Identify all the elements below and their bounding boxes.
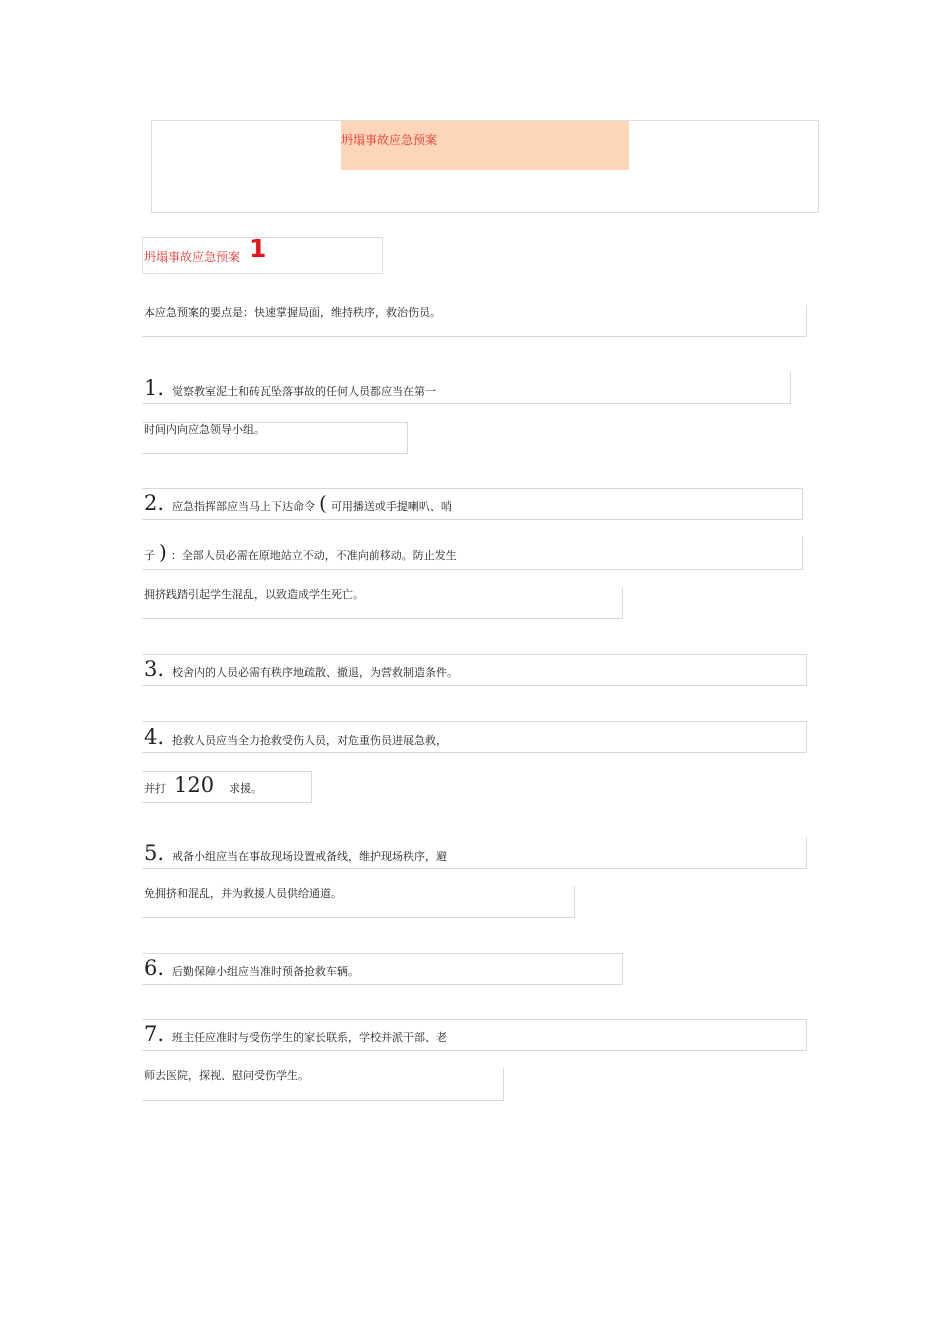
item-4-text-b: 并打 (144, 782, 166, 795)
item-4-text-c: 求援。 (229, 782, 263, 795)
item-5-line-1 (144, 843, 447, 864)
item-5-text: 戒备小组应当在事故现场设置戒备线，维护现场秩序，避 (172, 850, 448, 863)
item-7-text: 班主任应准时与受伤学生的家长联系，学校并派干部、老 (172, 1031, 448, 1044)
item-4-line-2 (144, 775, 262, 796)
item-1-line-1 (144, 378, 436, 399)
item-2-paren-close: ) (159, 540, 167, 564)
item-4-line-1 (144, 727, 447, 748)
item-7-number: 7. (144, 1022, 165, 1046)
item-5-number: 5. (144, 841, 165, 865)
item-3-line-1 (144, 659, 458, 680)
item-2-number: 2. (144, 491, 165, 515)
item-2-line-1 (144, 493, 452, 514)
item-2-line-2 (144, 542, 457, 562)
item-4-number: 4. (144, 725, 165, 749)
item-7-line-1 (144, 1024, 447, 1045)
item-7-line-2: 师去医院，探视、慰问受伤学生。 (144, 1069, 309, 1082)
item-4-phone: 120 (174, 773, 215, 797)
item-2-text-b: 可用播送或手提喇叭、哨 (330, 500, 452, 513)
item-5-line-2: 免拥挤和混乱，并为救援人员供给通道。 (144, 887, 342, 900)
item-3-text: 校舍内的人员必需有秩序地疏散、撤退，为营救制造条件。 (172, 666, 459, 679)
item-6-line-1 (144, 958, 359, 979)
doc-title: 坍塌事故应急预案 (144, 250, 241, 264)
item-1-line-2: 时间内向应急领导小组。 (144, 423, 265, 436)
intro-text: 本应急预案的要点是：快速掌握局面，维持秩序，救治伤员。 (144, 306, 441, 319)
item-2-text-d: ：全部人员必需在原地站立不动，不准向前移动。防止发生 (170, 549, 457, 562)
item-1-text: 觉察教室泥土和砖瓦坠落事故的任何人员都应当在第一 (172, 385, 437, 398)
item-1-number: 1. (144, 376, 165, 400)
item-6-text: 后勤保障小组应当准时预备抢救车辆。 (172, 965, 360, 978)
item-2-text-a: 应急指挥部应当马上下达命令 (172, 500, 316, 513)
item-4-text-a: 抢救人员应当全力抢救受伤人员，对危重伤员进展急救， (172, 734, 448, 747)
item-2-text-c: 子 (144, 549, 155, 562)
header-title: 坍塌事故应急预案 (341, 133, 438, 147)
item-2-line-3: 拥挤践踏引起学生混乱，以致造成学生死亡。 (144, 588, 364, 601)
item-6-number: 6. (144, 956, 165, 980)
item-3-number: 3. (144, 657, 165, 681)
item-2-paren-open: ( (319, 491, 327, 515)
doc-title-number: 1 (249, 234, 267, 263)
